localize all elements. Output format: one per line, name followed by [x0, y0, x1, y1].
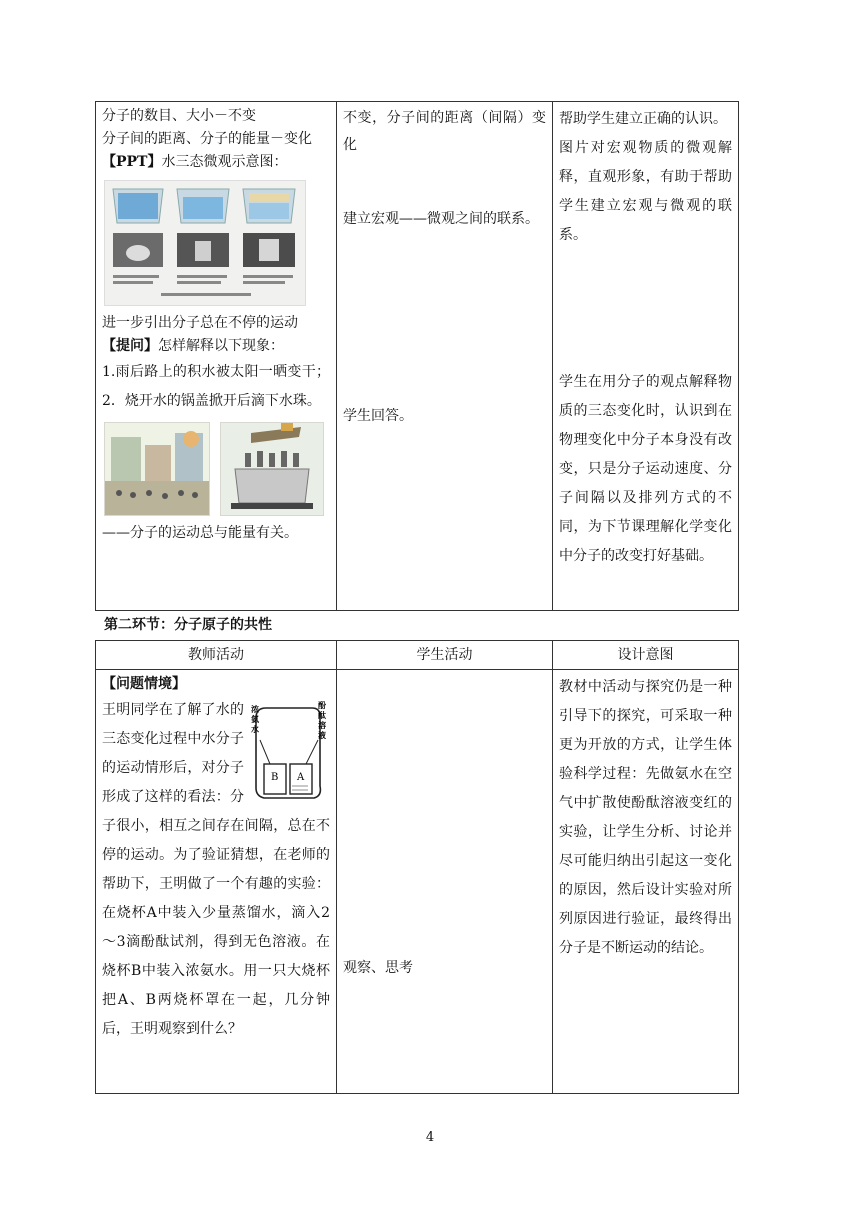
- wet-road-image: [104, 422, 210, 516]
- teacher-activity-cell: [96, 102, 337, 611]
- table-row: [96, 670, 739, 1094]
- design-intent-2: 图片对宏观物质的微观解释，直观形象，有助于帮助学生建立宏观与微观的联系。: [559, 140, 732, 243]
- design-intent-1: 帮助学生建立正确的认识。: [559, 111, 727, 127]
- phenolphthalein-label: 酚: [318, 700, 326, 710]
- student-activity-cell: [337, 102, 553, 611]
- svg-text:溶: 溶: [318, 720, 326, 730]
- ppt-text: 水三态微观示意图：: [161, 154, 288, 170]
- molecule-distance-line: 分子间的距离、分子的能量－变化: [102, 131, 312, 147]
- problem-context-text: [102, 696, 330, 1044]
- header-student-activity: 学生活动: [337, 641, 553, 670]
- molecule-count-line: 分子的数目、大小－不变: [102, 108, 256, 124]
- beaker-a-label: A: [297, 772, 305, 783]
- problem-context-body: 王明同学在了解了水的三态变化过程中水分子的运动情形后，对分子形成了这样的看法：分子很小，相互之间存在间隔，总在不停的运动。为了验证猜想，在老师的帮助下，王明做了一个有趣的实验：在烧杯A中装入少量蒸馏水，滴入2～3滴酚酞试剂，得到无色溶液。: [102, 702, 330, 950]
- design-intent-cell: [553, 102, 739, 611]
- svg-text:水: 水: [251, 724, 259, 734]
- page-number: 4: [425, 1130, 435, 1145]
- ppt-line: [102, 151, 330, 174]
- beaker-experiment-figure: [250, 700, 328, 802]
- lesson-table-section-2: [95, 640, 739, 1094]
- section-title: 第二环节：分子原子的共性: [104, 617, 272, 633]
- problem-context-tag: 【问题情境】: [102, 676, 186, 692]
- student-answer-1: 不变，分子间的距离（间隔）变化: [343, 110, 546, 153]
- svg-text:液: 液: [318, 730, 326, 740]
- student-answer-2: 建立宏观——微观之间的联系。: [343, 211, 539, 227]
- conclusion-line: ——分子的运动总与能量有关。: [102, 525, 298, 541]
- ammonia-label: 浓: [251, 704, 259, 714]
- beaker-b-label: B: [271, 772, 279, 783]
- phenomena-images: [102, 416, 330, 522]
- boiling-pot-image: [220, 422, 324, 516]
- ppt-tag: 【PPT】: [102, 154, 162, 170]
- student-answer-3: 学生回答。: [343, 408, 413, 424]
- question-prompt-line: [102, 335, 330, 358]
- question-tag: 【提问】: [102, 338, 158, 354]
- water-three-states-image: [104, 180, 306, 306]
- design-intent-cell: [553, 670, 739, 1094]
- table-header-row: [96, 641, 739, 670]
- svg-text:酞: 酞: [318, 710, 326, 720]
- design-intent-text: 教材中活动与探究仍是一种引导下的探究，可采取一种更为开放的方式，让学生体验科学过程：先做氨水在空气中扩散使酚酞溶液变红的实验，让学生分析、讨论并尽可能归纳出引起这一变化的原因，然后设计实验对所列原因进行验证，最终得出分子是不断运动的结论。: [559, 679, 732, 956]
- student-activity-cell: [337, 670, 553, 1094]
- observe-think-text: 观察、思考: [343, 960, 413, 976]
- molecule-motion-line: 进一步引出分子总在不停的运动: [102, 315, 298, 331]
- svg-text:氨: 氨: [251, 714, 259, 724]
- question-text: 怎样解释以下现象：: [158, 338, 284, 354]
- design-intent-3: 学生在用分子的观点解释物质的三态变化时，认识到在物理变化中分子本身没有改变，只是分子运动速度、分子间隔以及排列方式的不同，为下节课理解化学变化中分子的改变打好基础。: [559, 374, 732, 564]
- teacher-activity-cell: [96, 670, 337, 1094]
- lesson-table-continued: [95, 101, 739, 611]
- header-teacher-activity: 教师活动: [96, 641, 337, 670]
- table-row: [96, 102, 739, 611]
- question-items: 1.雨后路上的积水被太阳一晒变干；2．烧开水的锅盖掀开后滴下水珠。: [102, 364, 330, 409]
- problem-context-body-2: 在烧杯B中装入浓氨水。用一只大烧杯把A、B两烧杯罩在一起，几分钟后，王明观察到什么？: [102, 934, 330, 1037]
- header-design-intent: 设计意图: [553, 641, 739, 670]
